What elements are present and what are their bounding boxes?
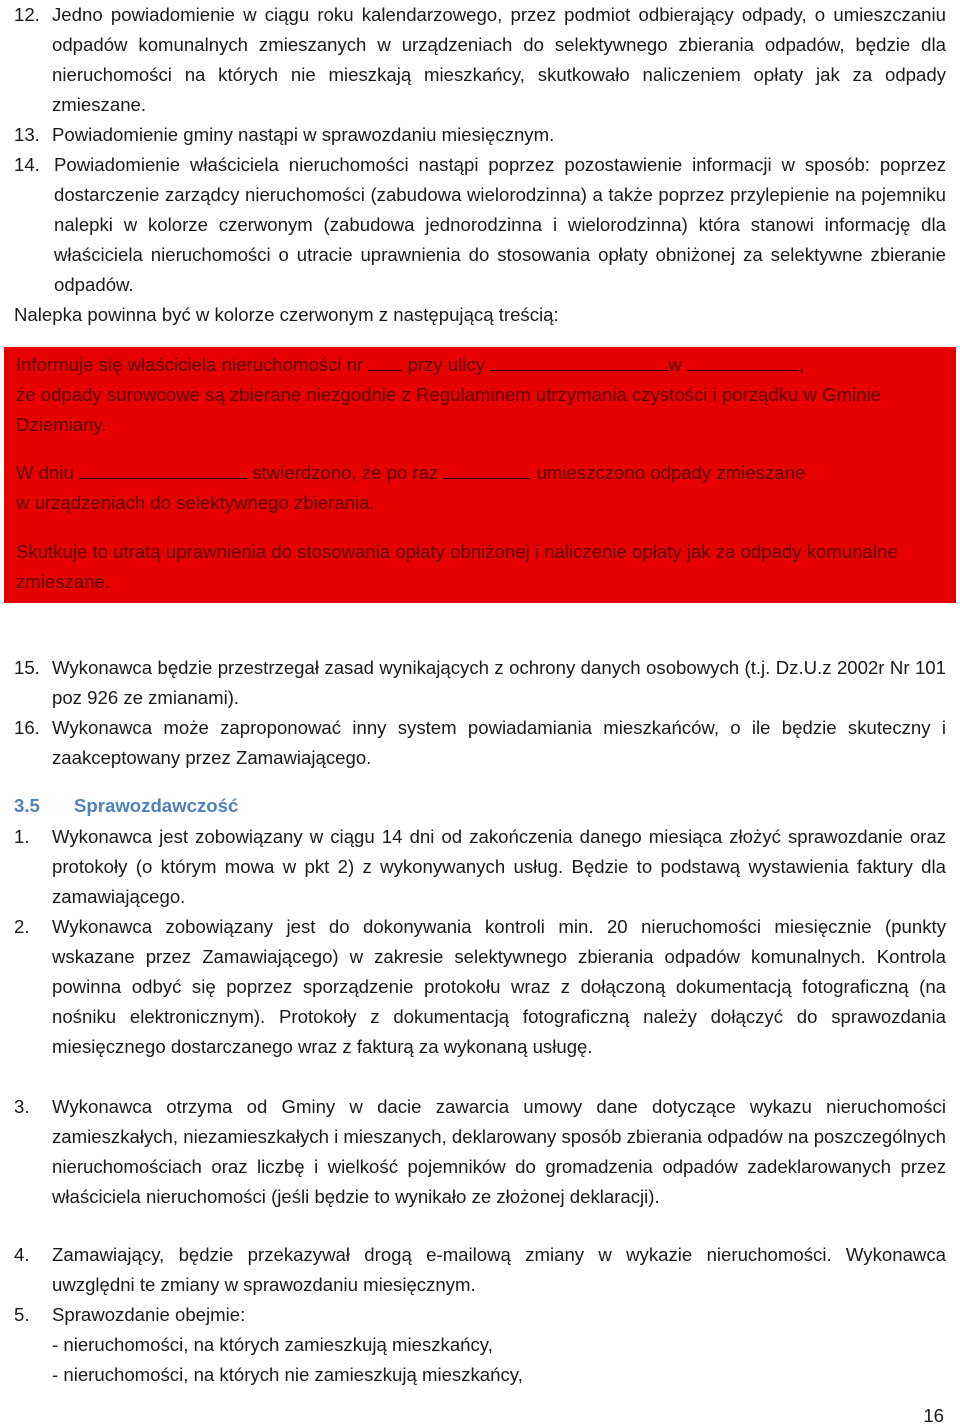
blank-count bbox=[443, 458, 531, 479]
item-number: 3. bbox=[14, 1096, 30, 1117]
section-title: Sprawozdawczość bbox=[74, 795, 239, 816]
blank-town bbox=[687, 350, 799, 371]
section-item-3 bbox=[14, 1092, 946, 1212]
item-text: Wykonawca jest zobowiązany w ciągu 14 dni od zakończenia danego miesiąca złożyć sprawozdanie oraz protokoły (o którym mowa w pkt 2) z wykonywanych usług. Będzie to podstawą wystawienia faktury dla zamawiającego. bbox=[52, 826, 946, 907]
section-item-2 bbox=[14, 912, 946, 1062]
report-line-2: - nieruchomości, na których nie zamieszkują mieszkańcy, bbox=[52, 1364, 523, 1385]
item-text: Zamawiający, będzie przekazywał drogą e-mailową zmiany w wykazie nieruchomości. Wykonawca uwzględni te zmiany w sprawozdaniu miesięcznym. bbox=[52, 1244, 946, 1295]
item-text: Wykonawca będzie przestrzegał zasad wynikających z ochrony danych osobowych (t.j. Dz.U.z 2002r Nr 101 poz 926 ze zmianami). bbox=[52, 657, 946, 708]
notice-text: W dniu bbox=[16, 462, 74, 483]
list-item-12 bbox=[14, 0, 946, 120]
item-text: Jedno powiadomienie w ciągu roku kalendarzowego, przez podmiot odbierający odpady, o umieszczaniu odpadów komunalnych zmieszanych w urządzeniach do selektywnego zbierania odpadów, będzie dla nieruchomości na których nie mieszkają mieszkańcy, skutkowało naliczeniem opłaty jak za odpady zmieszane. bbox=[52, 4, 946, 115]
notice-text: przy ulicy bbox=[407, 354, 486, 375]
list-item-14 bbox=[14, 150, 946, 300]
notice-paragraph-2 bbox=[16, 458, 926, 518]
item-number: 15. bbox=[14, 657, 40, 678]
red-notice-box bbox=[4, 347, 956, 603]
notice-paragraph-3 bbox=[16, 537, 926, 597]
notice-text: w bbox=[668, 354, 682, 375]
section-heading bbox=[14, 791, 238, 821]
notice-paragraph-1 bbox=[16, 350, 926, 440]
item-number: 12. bbox=[14, 4, 40, 25]
report-line-1: - nieruchomości, na których zamieszkują mieszkańcy, bbox=[52, 1334, 493, 1355]
item-number: 14. bbox=[14, 154, 40, 175]
blank-date bbox=[79, 458, 247, 479]
section-item-5 bbox=[14, 1300, 946, 1330]
notice-text: stwierdzono, że po raz bbox=[252, 462, 439, 483]
section-number: 3.5 bbox=[14, 795, 40, 816]
notice-text: że odpady surowcowe są zbierane niezgodnie z Regulaminem utrzymania czystości i porządku w Gminie Dziemiany. bbox=[16, 384, 882, 435]
blank-property-number bbox=[368, 350, 402, 371]
blank-street bbox=[490, 350, 668, 371]
item-text: Wykonawca zobowiązany jest do dokonywania kontroli min. 20 nieruchomości miesięcznie (punkty wskazane przez Zamawiającego) w zakresie selektywnego zbierania odpadów komunalnych. Kontrola powinna odbyć się poprzez sporządzenie protokołu wraz z dołączoną dokumentacją fotograficzną (na nośniku elektronicznym). Protokoły z dokumentacją fotograficzną należy dołączyć do sprawozdania miesięcznego dostarczanego wraz z fakturą za wykonaną usługę. bbox=[52, 916, 946, 1057]
list-item-13 bbox=[14, 120, 946, 150]
item-number: 16. bbox=[14, 717, 40, 738]
list-item-16 bbox=[14, 713, 946, 773]
item-number: 5. bbox=[14, 1304, 30, 1325]
item-number: 4. bbox=[14, 1244, 30, 1265]
nalepka-intro: Nalepka powinna być w kolorze czerwonym z następującą treścią: bbox=[14, 304, 559, 325]
item-text: Powiadomienie gminy nastąpi w sprawozdaniu miesięcznym. bbox=[52, 124, 555, 145]
item-text: Wykonawca otrzyma od Gminy w dacie zawarcia umowy dane dotyczące wykazu nieruchomości zamieszkałych, niezamieszkałych i mieszanych, deklarowany sposób zbierania odpadów na poszczególnych nieruchomościach oraz liczbę i wielkość pojemników do gromadzenia odpadów zadeklarowanych przez właściciela nieruchomości (jeśli będzie to wynikało ze złożonej deklaracji). bbox=[52, 1096, 946, 1207]
notice-text: Skutkuje to utratą uprawnienia do stosowania opłaty obniżonej i naliczenie opłaty jak za odpady komunalne zmieszane. bbox=[16, 541, 898, 592]
notice-text: umieszczono odpady zmieszane bbox=[536, 462, 806, 483]
item-text: Powiadomienie właściciela nieruchomości nastąpi poprzez pozostawienie informacji w sposób: poprzez dostarczenie zarządcy nieruchomości (zabudowa wielorodzinna) a także poprzez przylepienie na pojemniku nalepki w kolorze czerwonym (zabudowa jednorodzinna i wielorodzinna) która stanowi informację dla właściciela nieruchomości o utracie uprawnienia do stosowania opłaty obniżonej za selektywne zbieranie odpadów. bbox=[54, 154, 946, 295]
section-item-1 bbox=[14, 822, 946, 912]
item-text: Sprawozdanie obejmie: bbox=[52, 1304, 246, 1325]
notice-text: , bbox=[798, 354, 805, 375]
page-number: 16 bbox=[923, 1405, 944, 1426]
item-number: 13. bbox=[14, 124, 40, 145]
list-item-15 bbox=[14, 653, 946, 713]
item-number: 1. bbox=[14, 826, 30, 847]
notice-text: w urządzeniach do selektywnego zbierania. bbox=[16, 492, 375, 513]
item-text: Wykonawca może zaproponować inny system powiadamiania mieszkańców, o ile będzie skuteczny i zaakceptowany przez Zamawiającego. bbox=[52, 717, 946, 768]
item-number: 2. bbox=[14, 916, 30, 937]
notice-text: Informuje się właściciela nieruchomości nr bbox=[16, 354, 364, 375]
section-item-4 bbox=[14, 1240, 946, 1300]
